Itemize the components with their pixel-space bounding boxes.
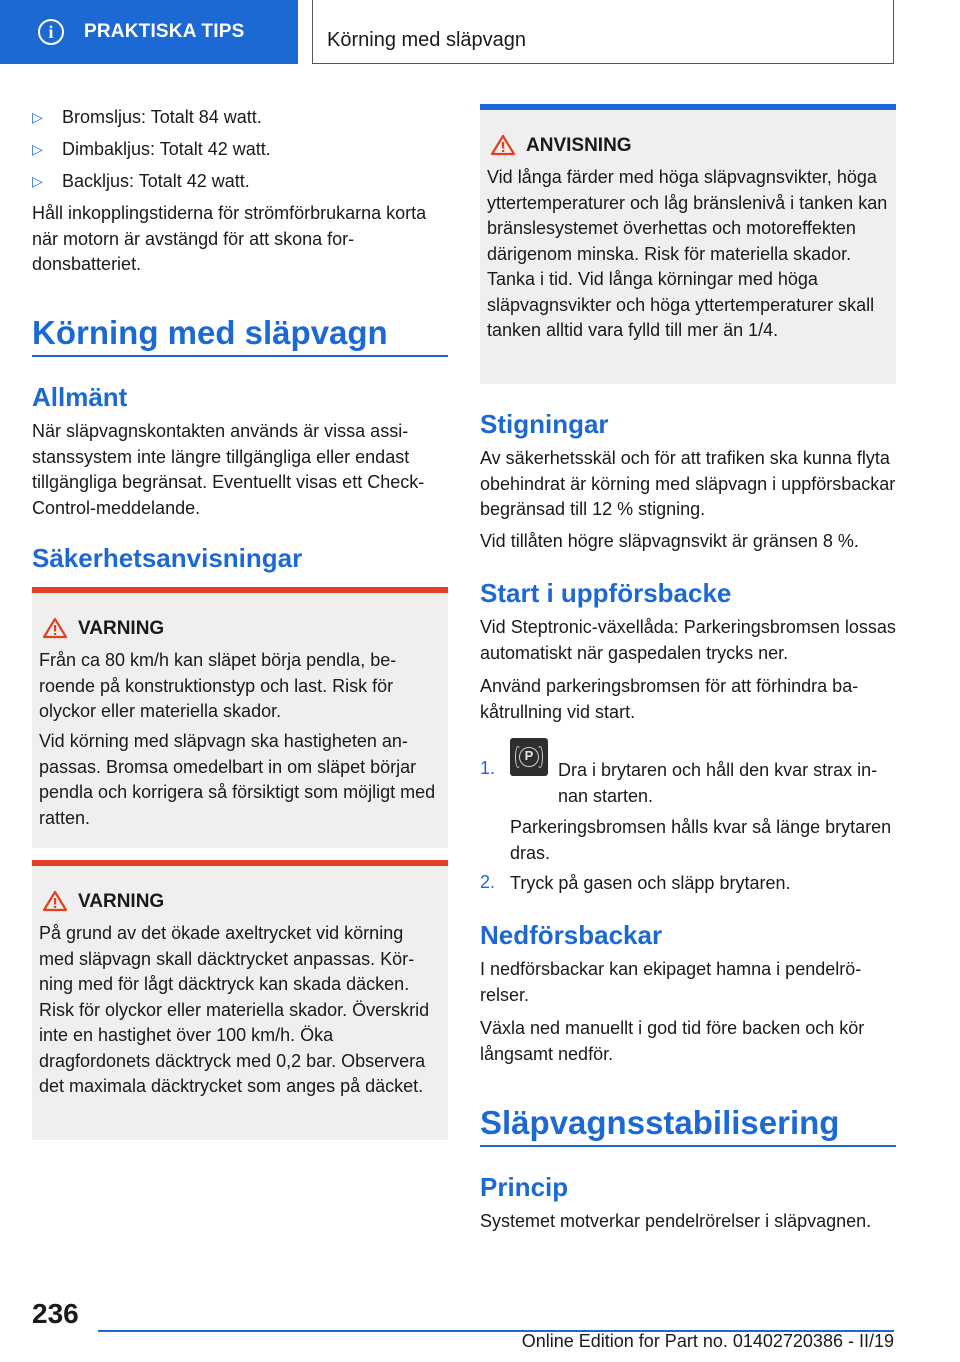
stigningar-paragraph: Vid tillåten högre släpvagnsvikt är gränsen 8 %. xyxy=(480,531,859,551)
warning-icon xyxy=(42,890,68,912)
step-number: 2. xyxy=(480,872,496,892)
info-icon: i xyxy=(38,19,64,45)
section-heading: Körning med släpvagn xyxy=(32,314,388,351)
warning-box xyxy=(32,860,448,1140)
warning-paragraph: Från ca 80 km/h kan släpet börja pendla, beroende på konstruktionstyp och last. Risk för olyckor eller materiella skador. xyxy=(39,650,397,721)
page-title: Körning med släpvagn xyxy=(327,29,527,51)
note-title: ANVISNING xyxy=(526,135,632,156)
triangle-bullet-icon: ▷ xyxy=(32,173,43,189)
warning-paragraph: Vid körning med släpvagn ska hastigheten anpassas. Bromsa omedelbart in om släpet börjar pendla och korrigera så försiktigt som möjligt med ratten. xyxy=(39,731,436,828)
start-paragraph: Vid Steptronic-växellåda: Parkeringsbromsen lossas automatiskt när gaspedalen trycks ner. xyxy=(480,617,896,663)
warning-icon xyxy=(42,617,68,639)
triangle-bullet-icon: ▷ xyxy=(32,109,43,125)
note-paragraph: Vid långa färder med höga släpvagnsvikter, höga yttertemperaturer och låg bränslenivå i tanken kan bränslesystemet överhettas och motoreffekten därigenom minska. Risk för materiella skador. Tanka i tid. Vid långa körningar med höga släpvagnsvikter och höga yttertemperaturer skall tanken alltid vara fylld till mer än 1/4. xyxy=(487,167,888,340)
warning-icon xyxy=(490,134,516,156)
stigningar-paragraph: Av säkerhetsskäl och för att trafiken ska kunna flyta obehindrat är körning med släpvagn i uppförsbackar begränsad till 12 % stigning. xyxy=(480,448,896,519)
footer-edition: Online Edition for Part no. 01402720386 - II/19 xyxy=(521,1331,894,1351)
heading-rule xyxy=(32,355,448,357)
subheading-sakerhet: Säkerhetsanvisningar xyxy=(32,543,303,573)
warning-title: VARNING xyxy=(78,618,165,639)
header-title-box xyxy=(312,0,894,64)
section-tab[interactable] xyxy=(0,0,298,64)
nedfor-paragraph: I nedförsbackar kan ekipaget hamna i pendelrörelser. xyxy=(480,959,862,1005)
heading-rule xyxy=(480,1145,896,1147)
subheading-nedfor: Nedförsbackar xyxy=(480,920,663,950)
intro-paragraph: Håll inkopplingstiderna för strömförbrukarna korta när motorn är avstängd för att skona fordonsbatteriet. xyxy=(32,203,427,274)
subheading-start: Start i uppförsbacke xyxy=(480,578,732,608)
step-number: 1. xyxy=(480,758,496,778)
step-text: Dra i brytaren och håll den kvar strax innan starten. xyxy=(558,760,878,806)
start-paragraph: Använd parkeringsbromsen för att förhindra bakåtrullning vid start. xyxy=(480,676,859,722)
section-heading: Släpvagnsstabilisering xyxy=(480,1104,840,1141)
princip-paragraph: Systemet motverkar pendelrörelser i släpvagnen. xyxy=(480,1211,872,1231)
subheading-princip: Princip xyxy=(480,1172,569,1202)
page-number: 236 xyxy=(32,1298,79,1329)
warning-paragraph: På grund av det ökade axeltrycket vid körning med släpvagn skall däcktrycket anpassas. Körning med för lågt däcktryck kan skada däcken. Risk för olyckor eller materiella skador. Överskrid inte en hastighet över 100 km/h. Öka dragfordonets däcktryck med 0,2 bar. Observera det maximala däcktrycket som anges på däcket. xyxy=(39,923,430,1096)
subheading-allmant: Allmänt xyxy=(32,382,128,412)
triangle-bullet-icon: ▷ xyxy=(32,141,43,157)
subheading-stigningar: Stigningar xyxy=(480,409,609,439)
warning-box xyxy=(32,587,448,848)
step-text: Tryck på gasen och släpp brytaren. xyxy=(510,873,791,893)
note-box xyxy=(480,104,896,384)
section-tab-label: PRAKTISKA TIPS xyxy=(84,21,245,42)
warning-title: VARNING xyxy=(78,891,165,912)
parking-brake-icon: P xyxy=(510,738,548,776)
allmant-paragraph: När släpvagnskontakten används är vissa assistanssystem inte längre tillgängliga eller endast tillgängliga begränsat. Eventuellt visas ett Check-Control-meddelande. xyxy=(32,421,425,518)
nedfor-paragraph: Växla ned manuellt i god tid före backen och kör långsamt nedför. xyxy=(480,1018,865,1064)
step-subtext: Parkeringsbromsen hålls kvar så länge brytaren dras. xyxy=(510,817,892,863)
